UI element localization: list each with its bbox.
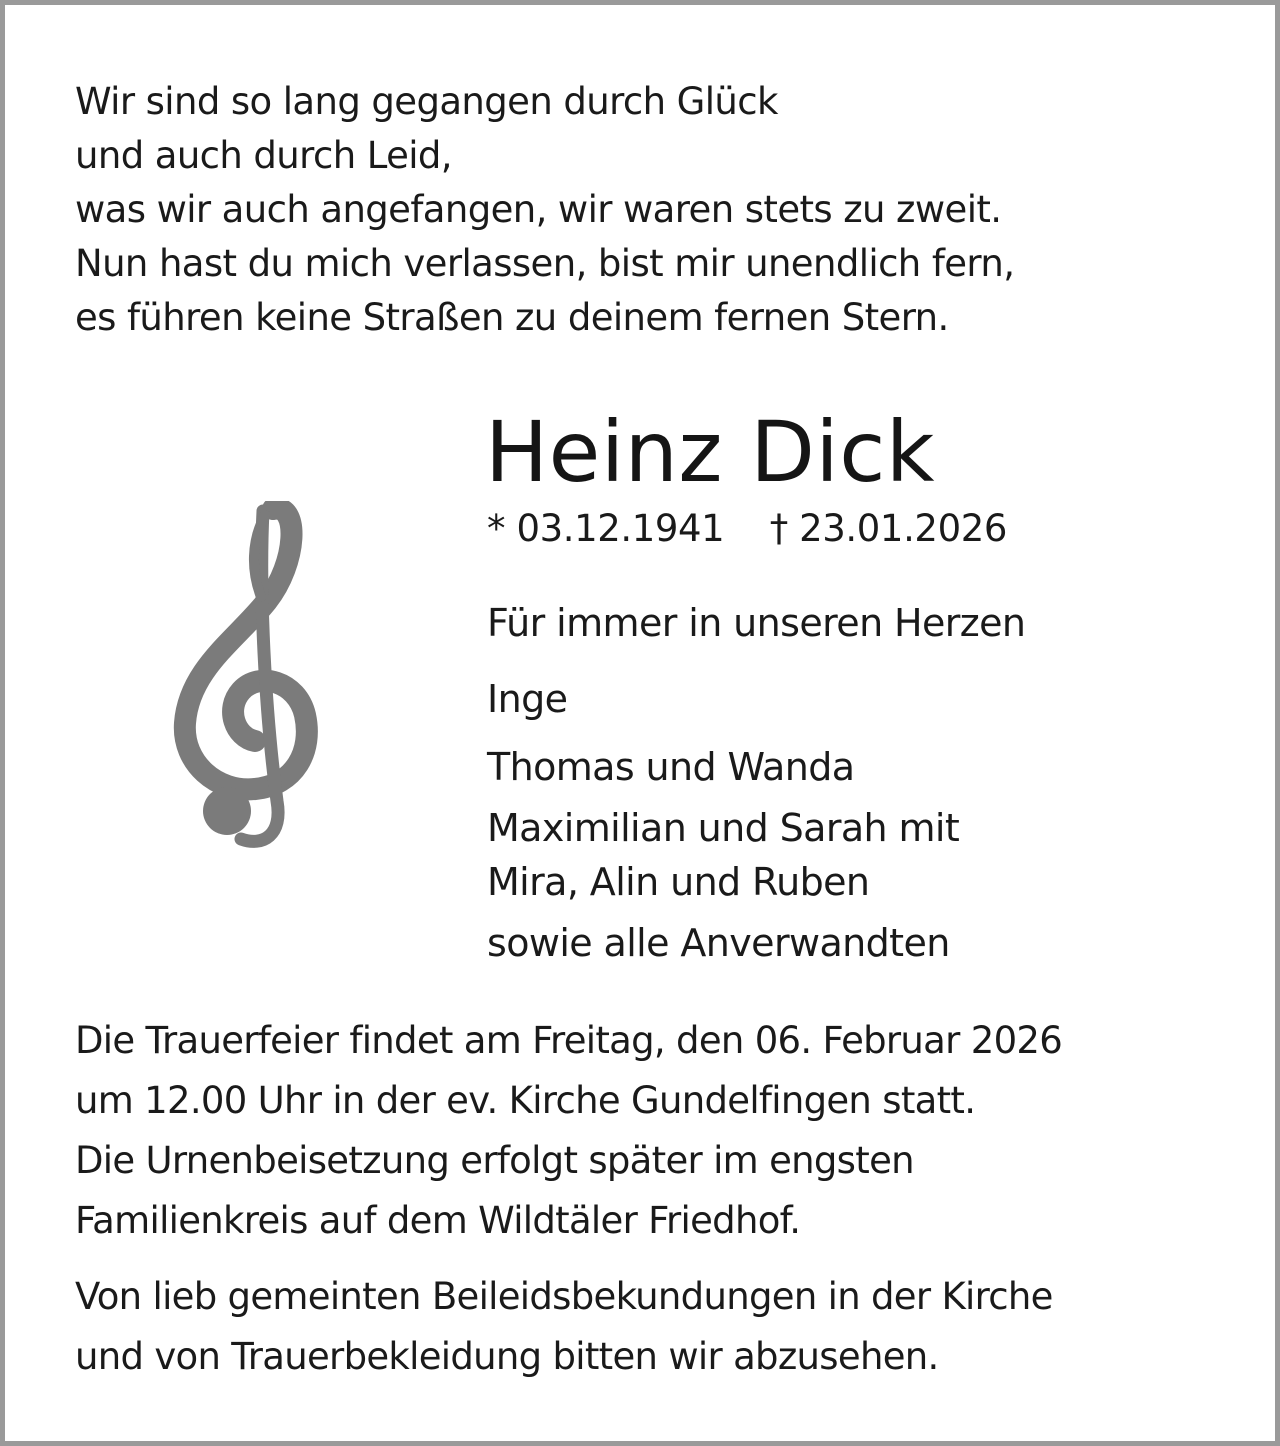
motto: Für immer in unseren Herzen bbox=[487, 601, 1026, 645]
ceremony-line: Familienkreis auf dem Wildtäler Friedhof. bbox=[75, 1199, 801, 1242]
birth-date: * 03.12.1941 bbox=[487, 507, 725, 550]
ceremony-line: Die Urnenbeisetzung erfolgt später im engsten bbox=[75, 1139, 914, 1182]
poem-line: was wir auch angefangen, wir waren stets zu zweit. bbox=[75, 188, 1002, 231]
ceremony-line: Die Trauerfeier findet am Freitag, den 06. Februar 2026 bbox=[75, 1019, 1063, 1062]
family-member: Thomas und Wanda bbox=[487, 745, 855, 789]
request-line: und von Trauerbekleidung bitten wir abzusehen. bbox=[75, 1335, 939, 1378]
poem-line: Wir sind so lang gegangen durch Glück bbox=[75, 80, 778, 123]
family-member: sowie alle Anverwandten bbox=[487, 921, 950, 965]
family-member: Maximilian und Sarah mit bbox=[487, 806, 960, 850]
ceremony-line: um 12.00 Uhr in der ev. Kirche Gundelfingen statt. bbox=[75, 1079, 976, 1122]
life-dates bbox=[487, 505, 1007, 553]
family-member: Mira, Alin und Ruben bbox=[487, 860, 870, 904]
ceremony-info bbox=[75, 1011, 1225, 1251]
family-member: Inge bbox=[487, 677, 568, 721]
death-date: † 23.01.2026 bbox=[769, 507, 1007, 550]
deceased-name: Heinz Dick bbox=[485, 403, 936, 501]
poem-line: Nun hast du mich verlassen, bist mir unendlich fern, bbox=[75, 242, 1015, 285]
poem-line: und auch durch Leid, bbox=[75, 134, 452, 177]
poem bbox=[75, 75, 1225, 345]
request-line: Von lieb gemeinten Beileidsbekundungen in der Kirche bbox=[75, 1275, 1053, 1318]
condolence-request bbox=[75, 1267, 1225, 1387]
poem-line: es führen keine Straßen zu deinem fernen Stern. bbox=[75, 296, 949, 339]
treble-clef-icon bbox=[155, 501, 345, 851]
